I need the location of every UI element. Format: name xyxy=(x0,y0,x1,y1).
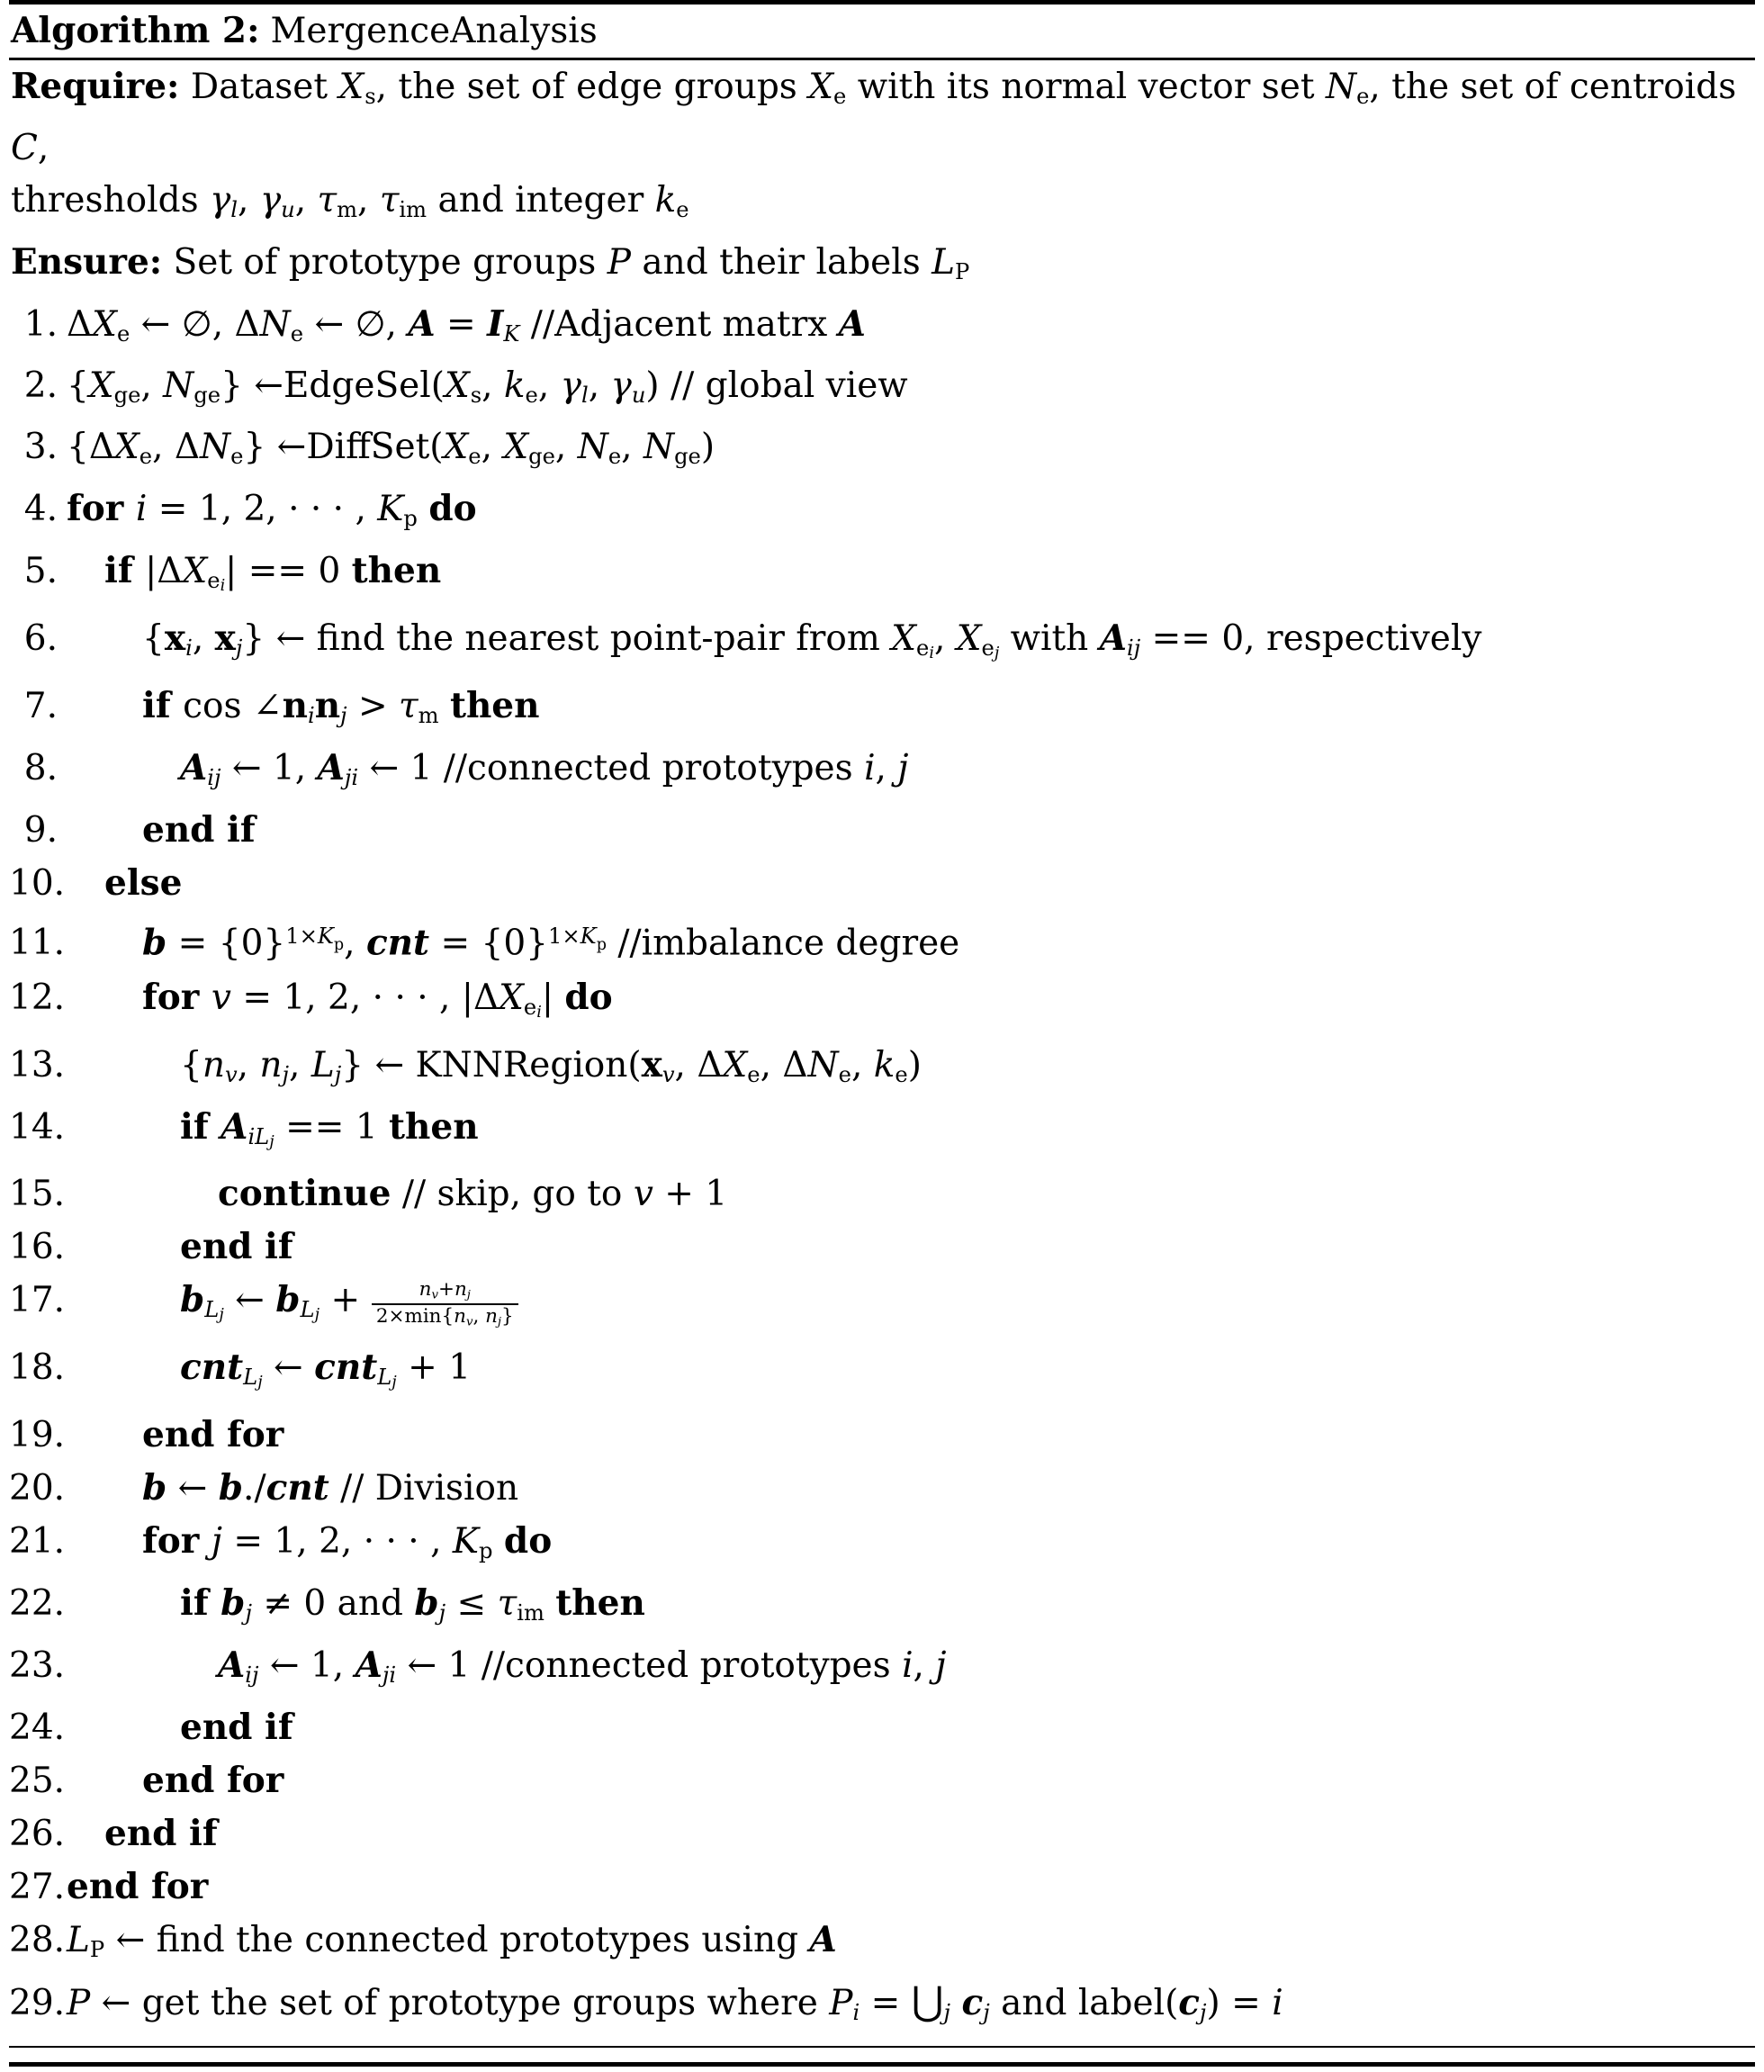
line-number: 5. xyxy=(23,551,58,592)
algorithm-line xyxy=(9,1860,1755,1914)
line-number: 19. xyxy=(9,1414,66,1455)
line-number: 24. xyxy=(9,1707,66,1748)
algorithm-line xyxy=(9,857,1755,910)
line-content: $b_{Lj}$ ← $b_{Lj}$ + $\frac{n_v+n_j}{2\times\min\{n_v, n_j\}}$ xyxy=(67,1274,518,1341)
line-content: end if xyxy=(180,1706,293,1748)
line-number: 6. xyxy=(23,617,58,659)
algorithm-line xyxy=(9,1807,1755,1860)
require-text: Require: Dataset $X_s$, the set of edge groups $X_e$ with its normal vector set $N_e$, the set of centroids C, thresholds $\gamma_l$, $\gamma_u$, $\tau_m$, $\tau_{im}$ and integer $k_e$ xyxy=(11,66,1737,223)
line-number: 9. xyxy=(23,809,58,851)
line-number: 3. xyxy=(23,427,58,468)
line-number: 8. xyxy=(23,747,58,788)
line-content: $\Delta X_e$ ← ∅, $\Delta N_e$ ← ∅, $A = I_K$ //Adjacent matrx A xyxy=(67,303,866,347)
line-number: 16. xyxy=(9,1227,66,1268)
algorithm-line xyxy=(9,612,1755,680)
line-number: 20. xyxy=(9,1467,66,1509)
line-content: if $|\Delta X_{ei}| == 0$ then xyxy=(104,550,442,595)
algorithm-line xyxy=(9,1701,1755,1754)
algorithm-line xyxy=(9,1274,1755,1341)
line-content: else xyxy=(104,861,183,904)
algorithm-line xyxy=(9,910,1755,971)
line-content: $b = \{0\}^{1\times K}p$, cnt = $\{0\}^{1\times K}p$ //imbalance degree xyxy=(142,922,960,964)
algorithm-line xyxy=(9,1101,1755,1168)
algorithm-line xyxy=(9,1221,1755,1274)
line-content: for j = 1, 2, · · · , $K_p$ do xyxy=(142,1519,553,1563)
algorithm-line xyxy=(9,1167,1755,1221)
line-number: 25. xyxy=(9,1760,66,1801)
line-content: P ← get the set of prototype groups where $P_i$ = $⋃_j$ $c_j$ and $label(c_j) = i$ xyxy=(67,1977,1283,2026)
line-number: 15. xyxy=(9,1174,66,1215)
algorithm-line xyxy=(9,360,1755,421)
algorithm-line xyxy=(9,1639,1755,1701)
line-number: 14. xyxy=(9,1106,66,1148)
algorithm-line xyxy=(9,482,1755,545)
algorithm-caption xyxy=(9,5,1755,58)
algorithm-body xyxy=(9,298,1755,2039)
algorithm-line xyxy=(9,1462,1755,1515)
algorithm-line xyxy=(9,804,1755,857)
line-number: 7. xyxy=(23,685,58,726)
algorithm-line xyxy=(9,421,1755,482)
line-number: 22. xyxy=(9,1582,66,1624)
algorithm-line xyxy=(9,1577,1755,1639)
line-content: {$X_{ge}$, $N_{ge}$} $\leftarrow EdgeSel(X_s$, $k_e$, $\gamma_l$, $\gamma_u$) // global view xyxy=(67,365,908,409)
line-content: end if xyxy=(142,808,256,851)
line-content: {$n_v$, $n_j$, $L_j$} ← $KNNRegion(x_v$, $\Delta X_e$, $\Delta N_e$, $k_e$) xyxy=(180,1043,922,1087)
algorithm-title: MergenceAnalysis xyxy=(270,11,598,51)
line-number: 13. xyxy=(9,1044,66,1086)
line-content: {$\Delta X_e$, $\Delta N_e$} $\leftarrow DiffSet(X_e$, $X_{ge}$, $N_e$, $N_{ge}$) xyxy=(67,427,716,470)
fraction: $\frac{n_v+n_j}{2\times\min\{n_v, n_j\}}$ xyxy=(372,1278,519,1329)
bottom-gap xyxy=(9,2048,1755,2062)
line-number: 28. xyxy=(9,1919,66,1960)
bottom-spacer xyxy=(9,2039,1755,2046)
line-content: end for xyxy=(67,1865,209,1907)
line-number: 17. xyxy=(9,1280,66,1321)
line-content: cnt$_{Lj}$ ← cnt$_{Lj}$ + 1 xyxy=(180,1347,472,1392)
line-number: 18. xyxy=(9,1347,66,1389)
line-content: $A_{ij}$ ← 1, $A_{ji}$ ← 1 //connected prototypes i, j xyxy=(218,1644,947,1688)
line-content: $A_{ij}$ ← 1, $A_{ji}$ ← 1 //connected prototypes i, j xyxy=(180,746,909,790)
line-number: 1. xyxy=(23,304,58,346)
line-content: {$x_i$, $x_j$} ← find the nearest point-pair from $X_{ei}$, $X_{ej}$ with $A_{ij} == 0$, respectively xyxy=(142,617,1482,662)
line-content: end for xyxy=(142,1413,284,1455)
line-number: 11. xyxy=(9,923,66,964)
algorithm-line xyxy=(9,298,1755,360)
line-number: 10. xyxy=(9,862,66,904)
require-line xyxy=(9,60,1755,236)
algorithm-line xyxy=(9,1409,1755,1462)
line-number: 26. xyxy=(9,1813,66,1854)
line-content: b ← b./cnt // Division xyxy=(142,1466,519,1509)
line-content: for i = 1, 2, · · · , $K_p$ do xyxy=(67,488,477,532)
line-content: if $b_j \ne 0$ and $b_j \le \tau_{im}$ then xyxy=(180,1581,645,1626)
line-content: $L_P$ ← find the connected prototypes using A xyxy=(67,1918,837,1962)
algorithm-line xyxy=(9,545,1755,612)
line-number: 27. xyxy=(9,1866,66,1907)
line-content: if $\cos \angle n_in_j > \tau_m$ then xyxy=(142,684,540,728)
line-number: 23. xyxy=(9,1644,66,1686)
bottom-rule-thick xyxy=(9,2062,1755,2067)
algorithm-line xyxy=(9,742,1755,804)
ensure-line xyxy=(9,236,1755,298)
line-content: end if xyxy=(104,1812,218,1854)
ensure-text: Ensure: Set of prototype groups P and their labels $L_P$ xyxy=(11,241,970,285)
line-content: if $A_{iLj} == 1$ then xyxy=(180,1105,479,1151)
line-content: for v = 1, 2, · · · , $|\Delta X_{ei}|$ do xyxy=(142,976,613,1022)
line-number: 12. xyxy=(9,977,66,1018)
algorithm-line xyxy=(9,1515,1755,1577)
line-number: 21. xyxy=(9,1520,66,1562)
algorithm-line xyxy=(9,1914,1755,1976)
algorithm-line xyxy=(9,971,1755,1039)
algorithm-line xyxy=(9,1341,1755,1409)
algorithm-label: Algorithm 2: xyxy=(11,10,260,51)
line-content: end for xyxy=(142,1759,284,1801)
line-content: end if xyxy=(180,1226,293,1268)
line-number: 29. xyxy=(9,1982,66,2023)
algorithm-line xyxy=(9,1976,1755,2039)
line-number: 4. xyxy=(23,489,58,530)
algorithm-line xyxy=(9,1754,1755,1807)
line-number: 2. xyxy=(23,365,58,407)
algorithm-line xyxy=(9,1039,1755,1101)
line-content: continue // skip, go to v + 1 xyxy=(218,1173,728,1215)
algorithm-line xyxy=(9,680,1755,742)
